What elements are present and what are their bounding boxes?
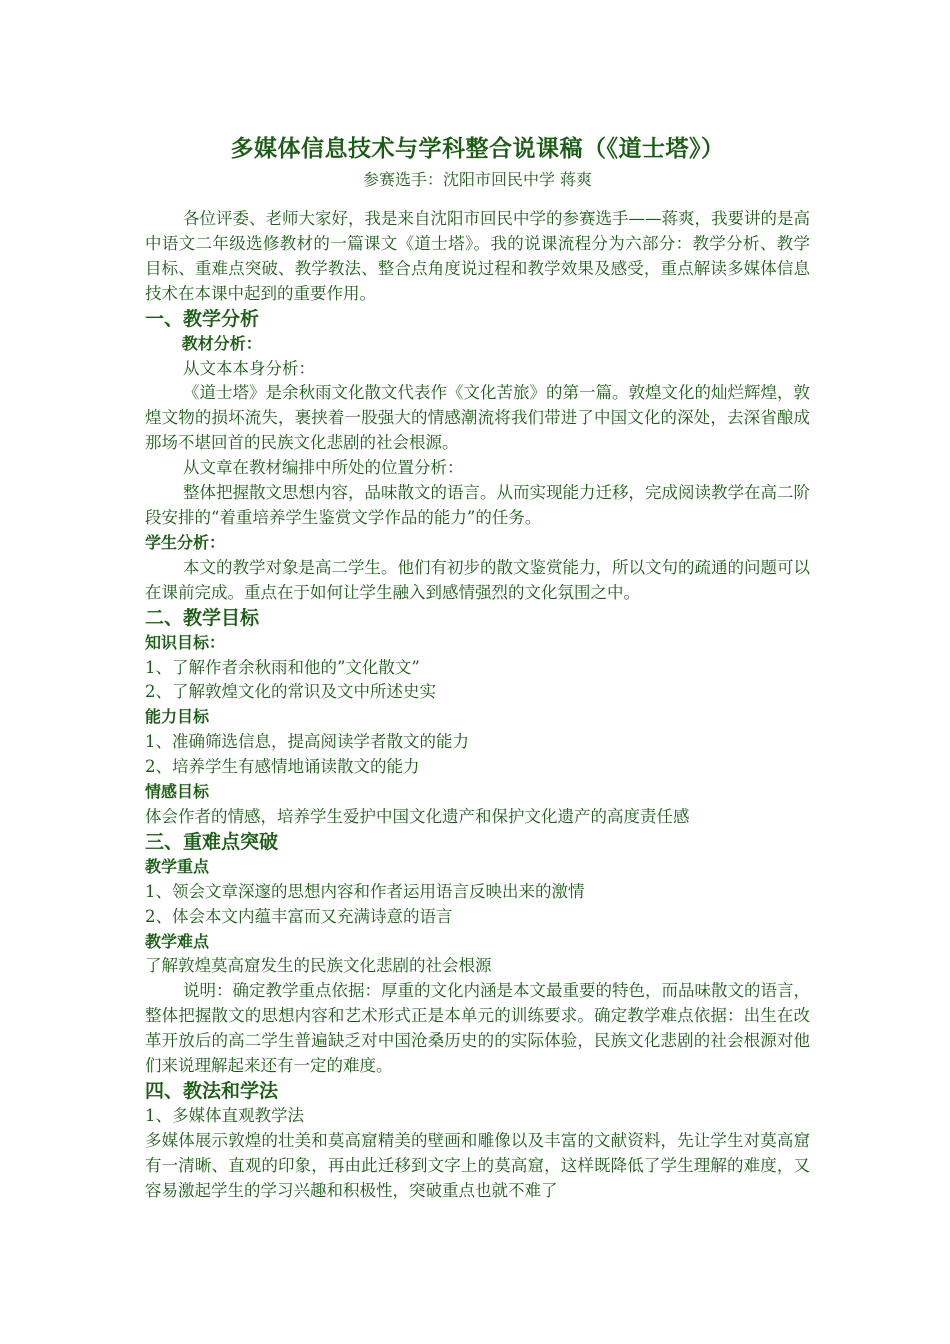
emotion-goal-item: 体会作者的情感，培养学生爱护中国文化遗产和保护文化遗产的高度责任感 <box>145 806 690 826</box>
key-point-item: 2、体会本文内蕴丰富而又充满诗意的语言 <box>145 906 453 926</box>
student-analysis-heading: 学生分析： <box>145 532 226 552</box>
section-3-heading: 三、重难点突破 <box>145 830 279 853</box>
section-1-heading: 一、教学分析 <box>145 307 260 330</box>
student-analysis-paragraph: 本文的教学对象是高二学生。他们有初步的散文鉴赏能力，所以文句的疏通的问题可以在课前完成。重点在于如何让学生融入到感情强烈的文化氛围之中。 <box>145 557 810 602</box>
document-title: 多媒体信息技术与学科整合说课稿（《道士塔》） <box>230 136 725 162</box>
difficult-point-item: 了解敦煌莫高窟发生的民族文化悲剧的社会根源 <box>145 956 492 976</box>
text-self-paragraph: 《道士塔》是余秋雨文化散文代表作《文化苦旅》的第一篇。敦煌文化的灿烂辉煌，敦煌文物的损坏流失，裹挟着一股强大的情感潮流将我们带进了中国文化的深处，去深省酿成那场不堪回首的民族文化悲剧的社会根源。 <box>145 383 810 453</box>
position-label: 从文章在教材编排中所处的位置分析： <box>182 458 464 478</box>
emotion-goal-heading: 情感目标 <box>145 782 210 802</box>
document-page <box>145 133 810 1204</box>
ability-goal-heading: 能力目标 <box>145 707 210 727</box>
knowledge-goal-heading: 知识目标： <box>145 632 226 652</box>
ability-goal-item: 1、准确筛选信息，提高阅读学者散文的能力 <box>145 732 469 752</box>
intro-paragraph: 各位评委、老师大家好，我是来自沈阳市回民中学的参赛选手——蒋爽，我要讲的是高中语文二年级选修教材的一篇课文《道士塔》。我的说课流程分为六部分：教学分析、教学目标、重难点突破、教学教法、整合点角度说过程和教学效果及感受，重点解读多媒体信息技术在本课中起到的重要作用。 <box>145 209 810 303</box>
key-point-heading: 教学重点 <box>145 856 210 876</box>
material-analysis-heading: 教材分析： <box>181 333 262 353</box>
method-item: 1、多媒体直观教学法 <box>145 1106 304 1125</box>
method-paragraph: 多媒体展示敦煌的壮美和莫高窟精美的壁画和雕像以及丰富的文献资料，先让学生对莫高窟有一清晰、直观的印象，再由此迁移到文字上的莫高窟，这样既降低了学生理解的难度，又容易激起学生的学习兴趣和积极性，突破重点也就不难了 <box>145 1130 810 1200</box>
explanation-paragraph: 说明：确定教学重点依据：厚重的文化内涵是本文最重要的特色，而品味散文的语言，整体把握散文的思想内容和艺术形式正是本单元的训练要求。确定教学难点依据：出生在改革开放后的高二学生普遍缺乏对中国沧桑历史的的实际体验，民族文化悲剧的社会根源对他们来说理解起来还有一定的难度。 <box>145 981 810 1076</box>
text-self-label: 从文本本身分析： <box>182 358 315 378</box>
byline: 参赛选手：沈阳市回民中学 蒋爽 <box>362 170 593 189</box>
key-point-item: 1、领会文章深邃的思想内容和作者运用语言反映出来的激情 <box>145 881 585 901</box>
section-2-heading: 二、教学目标 <box>145 606 260 629</box>
ability-goal-item: 2、培养学生有感情地诵读散文的能力 <box>145 757 420 777</box>
difficult-point-heading: 教学难点 <box>145 931 210 951</box>
knowledge-goal-item: 2、了解敦煌文化的常识及文中所述史实 <box>145 682 436 702</box>
position-paragraph: 整体把握散文思想内容，品味散文的语言。从而实现能力迁移，完成阅读教学在高二阶段安排的“着重培养学生鉴赏文学作品的能力”的任务。 <box>145 483 810 527</box>
section-4-heading: 四、教法和学法 <box>145 1080 279 1102</box>
knowledge-goal-item: 1、了解作者余秋雨和他的”文化散文” <box>145 657 420 677</box>
